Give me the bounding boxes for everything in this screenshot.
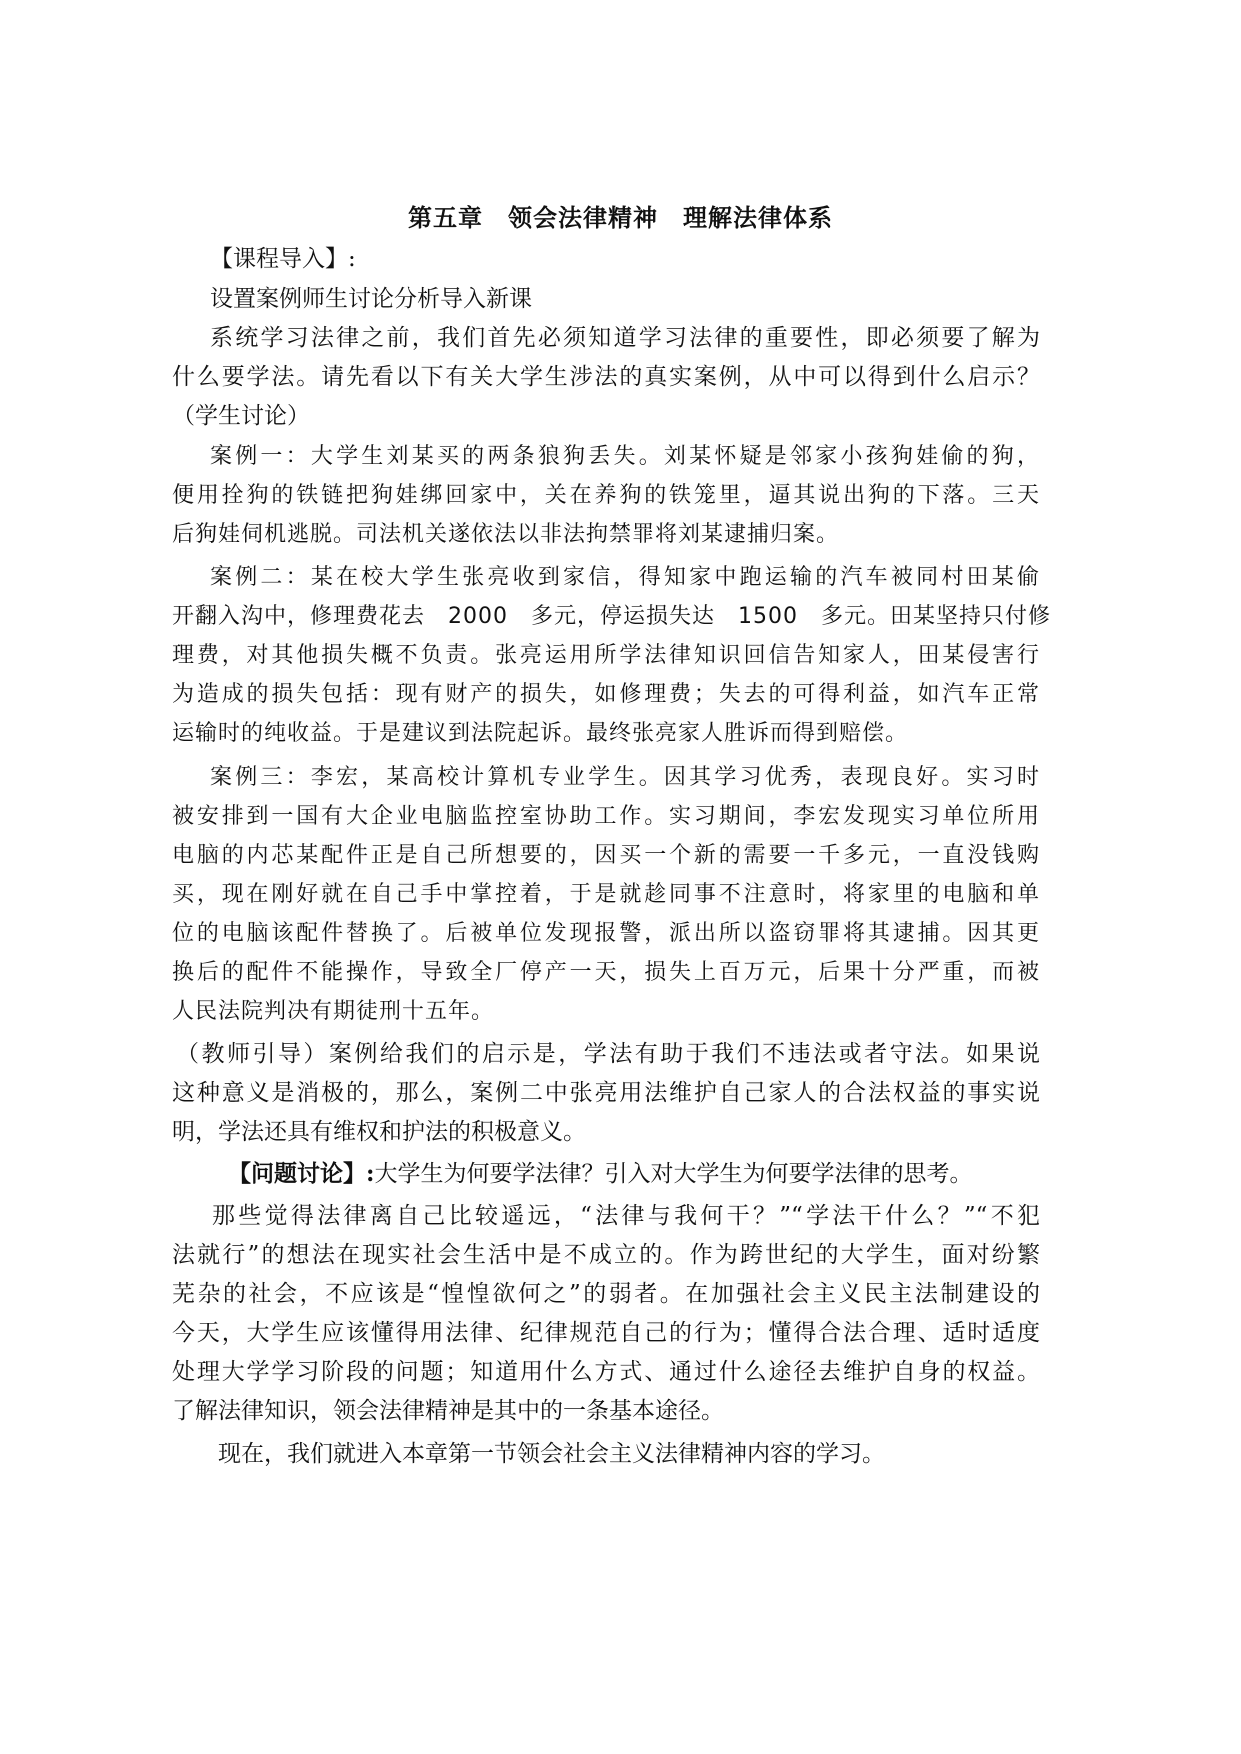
discussion-line-6: 了解法律知识，领会法律精神是其中的一条基本途径。 [172,1398,724,1424]
para1-line-1: 系统学习法律之前，我们首先必须知道学习法律的重要性，即必须要了解为 [210,325,1040,351]
discussion-line-5: 处理大学学习阶段的问题；知道用什么方式、通过什么途径去维护自身的权益。 [172,1359,1040,1385]
case3-line-6: 换后的配件不能操作，导致全厂停产一天，损失上百万元，后果十分严重，而被 [172,960,1040,985]
intro-heading: 【课程导入】: [210,246,356,272]
case2-line-5: 运输时的纯收益。于是建议到法院起诉。最终张亮家人胜诉而得到赔偿。 [172,721,909,746]
case2-line-1: 案例二：某在校大学生张亮收到家信，得知家中跑运输的汽车被同村田某偷 [210,565,1040,590]
case3-line-7: 人民法院判决有期徒刑十五年。 [172,999,495,1024]
discussion-line-3: 芜杂的社会，不应该是“惶惶欲何之”的弱者。在加强社会主义民主法制建设的 [172,1281,1040,1307]
para1-line-2: 什么要学法。请先看以下有关大学生涉法的真实案例，从中可以得到什么启示？ [172,364,1040,390]
question-text: 大学生为何要学法律？引入对大学生为何要学法律的思考。 [374,1161,973,1187]
teacher-line-1: （教师引导）案例给我们的启示是，学法有助于我们不违法或者守法。如果说 [176,1041,1040,1067]
case3-line-5: 位的电脑该配件替换了。后被单位发现报警，派出所以盗窃罪将其逮捕。因其更 [172,921,1040,946]
case2-line-3: 理费，对其他损失概不负责。张亮运用所学法律知识回信告知家人，田某侵害行 [172,643,1040,668]
case1-line-1: 案例一：大学生刘某买的两条狼狗丢失。刘某怀疑是邻家小孩狗娃偷的狗， [210,444,1040,469]
intro-method: 设置案例师生讨论分析导入新课 [210,286,532,312]
case3-line-3: 电脑的内芯某配件正是自己所想要的，因买一个新的需要一千多元，一直没钱购 [172,843,1040,868]
discussion-line-2: 法就行”的想法在现实社会生活中是不成立的。作为跨世纪的大学生，面对纷繁 [172,1242,1040,1268]
para1-line-3: （学生讨论） [172,403,310,429]
discussion-line-1: 那些觉得法律离自己比较遥远，“法律与我何干？”“学法干什么？”“不犯 [212,1203,1040,1229]
question-heading: 【问题讨论】: [228,1160,375,1187]
case3-line-4: 买，现在刚好就在自己手中掌控着，于是就趁同事不注意时，将家里的电脑和单 [172,882,1040,907]
case3-line-2: 被安排到一国有大企业电脑监控室协助工作。实习期间，李宏发现实习单位所用 [172,804,1040,829]
teacher-line-3: 明，学法还具有维权和护法的积极意义。 [172,1119,586,1145]
discussion-line-4: 今天，大学生应该懂得用法律、纪律规范自己的行为；懂得合法合理、适时适度 [172,1320,1040,1346]
question-line [228,1158,1040,1190]
case3-line-1: 案例三：李宏，某高校计算机专业学生。因其学习优秀，表现良好。实习时 [210,765,1040,790]
closing-line: 现在，我们就进入本章第一节领会社会主义法律精神内容的学习。 [218,1441,885,1467]
case1-line-3: 后狗娃伺机逃脱。司法机关遂依法以非法拘禁罪将刘某逮捕归案。 [172,522,840,547]
case2-line-4: 为造成的损失包括：现有财产的损失，如修理费；失去的可得利益，如汽车正常 [172,682,1040,707]
chapter-title: 第五章 领会法律精神 理解法律体系 [408,203,833,232]
teacher-line-2: 这种意义是消极的，那么，案例二中张亮用法维护自己家人的合法权益的事实说 [172,1080,1040,1106]
case2-line-2: 开翻入沟中，修理费花去 2000 多元，停运损失达 1500 多元。田某坚持只付修 [172,604,1051,629]
case1-line-2: 便用拴狗的铁链把狗娃绑回家中，关在养狗的铁笼里，逼其说出狗的下落。三天 [172,483,1040,508]
